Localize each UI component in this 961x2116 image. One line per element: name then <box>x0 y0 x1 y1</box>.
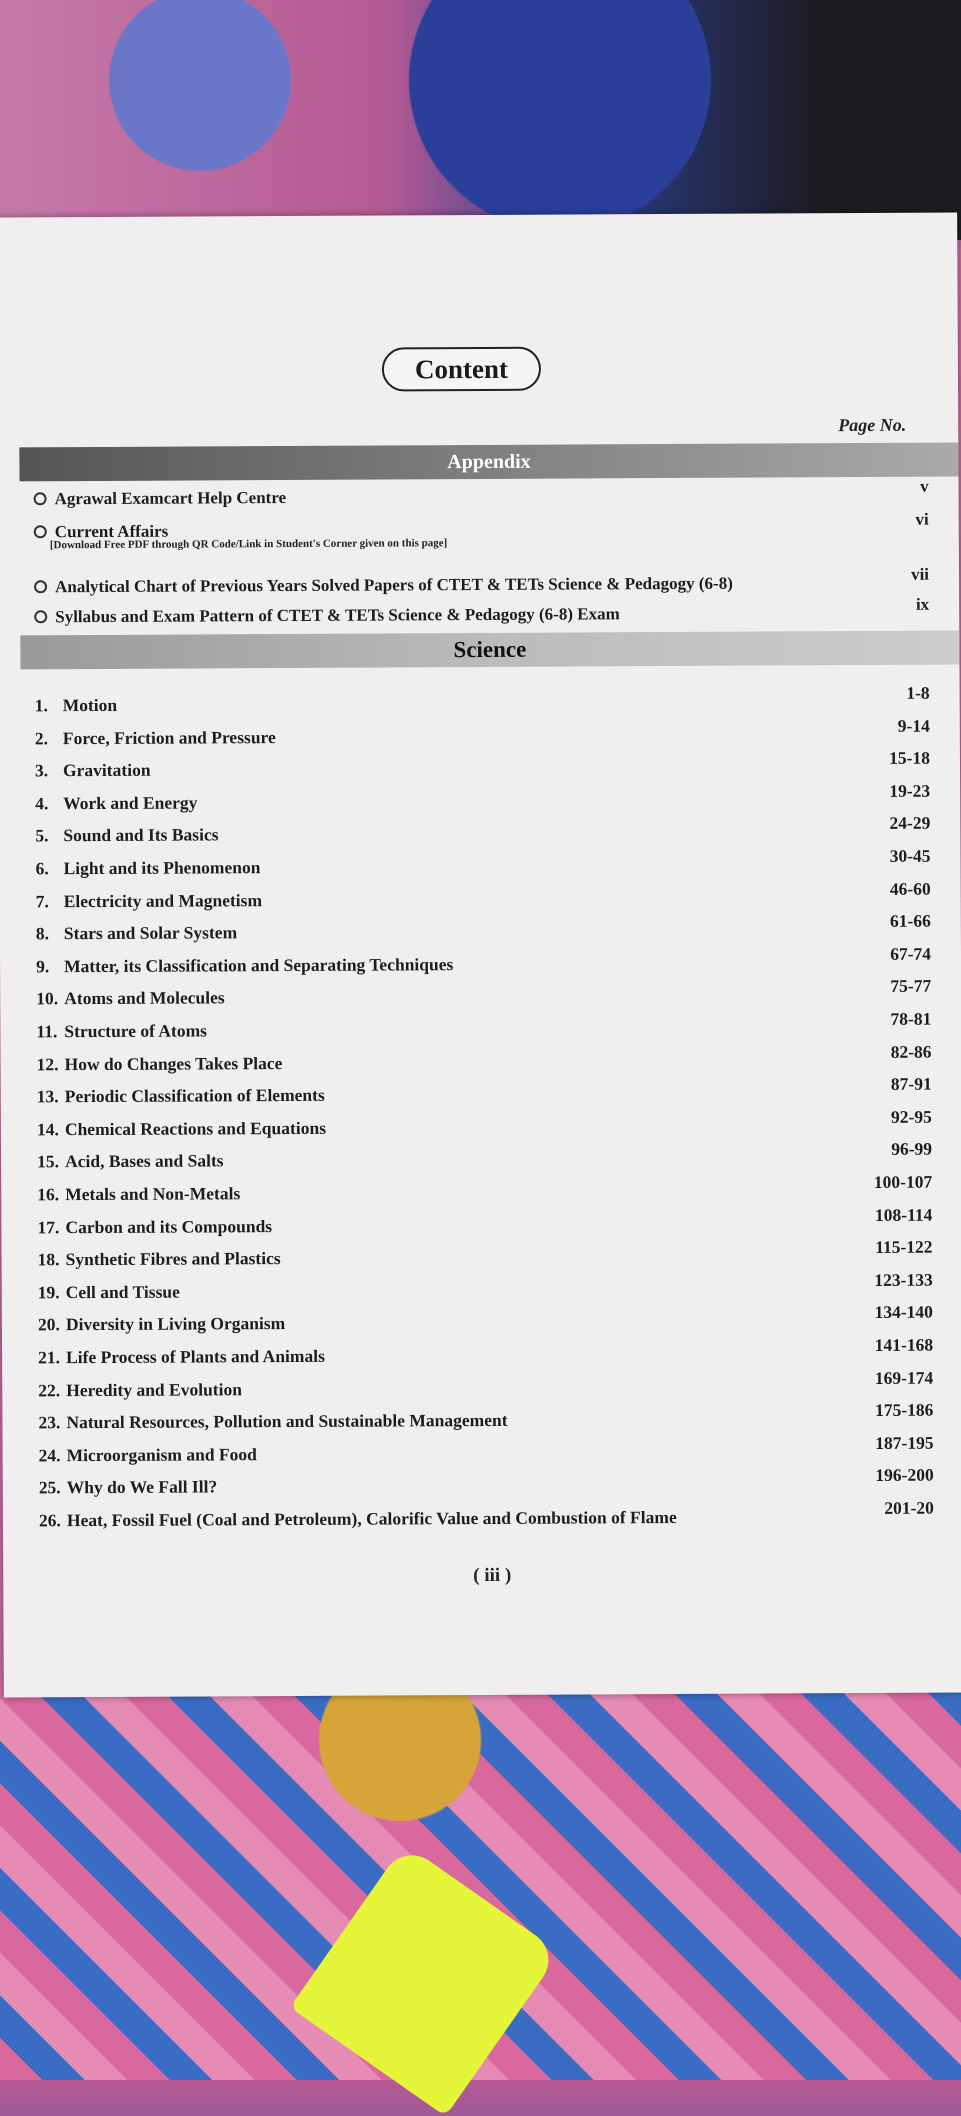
chapter-number: 21. <box>38 1347 61 1368</box>
item-page: vi <box>915 509 929 529</box>
chapter-title: Gravitation <box>62 759 151 781</box>
bullet-icon <box>34 492 47 505</box>
chapter-title: Matter, its Classification and Separating Techniques <box>63 953 454 976</box>
chapter-item <box>35 910 931 945</box>
bullet-icon <box>34 525 47 538</box>
chapter-item <box>38 1432 934 1466</box>
item-label: Analytical Chart of Previous Years Solved Papers of CTET & TETs Science & Pedagogy (6-8) <box>55 573 733 597</box>
chapter-number: 10. <box>36 988 59 1009</box>
chapter-pages: 30-45 <box>889 845 931 866</box>
item-page: v <box>920 476 929 496</box>
item-label: Syllabus and Exam Pattern of CTET & TETs Science & Pedagogy (6-8) Exam <box>55 604 620 627</box>
chapter-number: 24. <box>38 1445 61 1466</box>
chapter-pages: 196-200 <box>875 1465 934 1486</box>
chapter-title: Acid, Bases and Salts <box>65 1150 224 1172</box>
chapter-pages: 123-133 <box>874 1269 933 1290</box>
chapter-item <box>34 682 930 717</box>
chapter-title: Metals and Non-Metals <box>65 1183 241 1205</box>
page-title: Content <box>382 347 541 392</box>
chapter-pages: 82-86 <box>890 1041 932 1062</box>
chapter-pages: 15-18 <box>889 747 931 769</box>
appendix-item <box>34 594 930 628</box>
chapter-item <box>35 780 931 814</box>
chapter-number: 6. <box>35 858 49 879</box>
chapter-number: 20. <box>37 1314 60 1335</box>
chapter-title: Heat, Fossil Fuel (Coal and Petroleum), Calorific Value and Combustion of Flame <box>66 1506 677 1531</box>
chapter-title: Electricity and Magnetism <box>63 889 263 911</box>
chapter-number: 11. <box>36 1021 58 1042</box>
chapter-title: Work and Energy <box>63 792 198 813</box>
chapter-number: 3. <box>34 760 49 781</box>
chapter-number: 18. <box>37 1249 60 1270</box>
chapter-pages: 61-66 <box>889 910 931 932</box>
chapter-item <box>37 1236 933 1271</box>
chapter-number: 17. <box>37 1216 60 1237</box>
chapter-number: 25. <box>38 1477 61 1498</box>
appendix-item <box>34 564 930 598</box>
chapter-title: Periodic Classification of Elements <box>64 1085 325 1107</box>
science-heading: Science <box>20 630 959 669</box>
chapter-number: 26. <box>38 1510 61 1531</box>
item-page: vii <box>911 564 930 584</box>
chapter-title: Diversity in Living Organism <box>65 1313 286 1335</box>
chapter-pages: 187-195 <box>875 1432 934 1453</box>
appendix-heading: Appendix <box>19 442 958 481</box>
chapter-title: How do Changes Takes Place <box>64 1052 283 1074</box>
chapter-pages: 141-168 <box>874 1334 934 1355</box>
chapter-item <box>35 813 931 847</box>
chapter-pages: 92-95 <box>890 1106 932 1127</box>
appendix-item <box>34 509 929 543</box>
chapter-number: 4. <box>35 793 49 814</box>
chapter-item <box>37 1302 933 1336</box>
chapter-item <box>38 1399 934 1434</box>
chapter-number: 14. <box>36 1119 59 1140</box>
chapter-title: Atoms and Molecules <box>64 987 225 1009</box>
bullet-icon <box>34 610 47 623</box>
chapter-title: Structure of Atoms <box>64 1020 208 1042</box>
chapter-number: 16. <box>37 1184 60 1205</box>
chapter-title: Light and its Phenomenon <box>63 857 261 879</box>
chapter-item <box>35 878 931 912</box>
chapter-item <box>36 1008 932 1043</box>
chapter-pages: 96-99 <box>891 1139 933 1160</box>
chapter-pages: 134-140 <box>874 1302 933 1323</box>
chapter-item <box>34 747 931 782</box>
chapter-pages: 115-122 <box>875 1236 933 1258</box>
chapter-number: 7. <box>35 890 49 911</box>
appendix-item <box>34 476 929 510</box>
chapter-pages: 169-174 <box>874 1367 934 1388</box>
chapter-title: Stars and Solar System <box>63 922 238 944</box>
chapter-item <box>36 1073 932 1108</box>
chapter-number: 19. <box>37 1282 60 1303</box>
page-no-header: Page No. <box>838 414 907 436</box>
item-page: ix <box>915 594 930 614</box>
chapter-item <box>38 1497 934 1532</box>
page-number: ( iii ) <box>473 1564 512 1587</box>
chapter-title: Why do We Fall Ill? <box>66 1476 218 1498</box>
chapter-item <box>35 943 932 977</box>
chapter-title: Sound and Its Basics <box>63 824 219 846</box>
chapter-item <box>36 1041 932 1075</box>
chapter-number: 2. <box>34 727 49 748</box>
chapter-pages: 100-107 <box>873 1171 933 1192</box>
chapter-pages: 175-186 <box>875 1399 934 1421</box>
chapter-title: Heredity and Evolution <box>66 1378 243 1400</box>
chapter-title: Chemical Reactions and Equations <box>64 1117 327 1139</box>
chapter-item <box>36 1106 932 1140</box>
chapter-item <box>36 976 932 1010</box>
download-note: [Download Free PDF through QR Code/Link in Student's Corner given on this page] <box>49 537 448 552</box>
chapter-pages: 19-23 <box>889 780 931 801</box>
chapter-number: 15. <box>37 1151 60 1172</box>
chapter-item <box>34 715 930 749</box>
bullet-icon <box>34 580 47 593</box>
chapter-title: Force, Friction and Pressure <box>62 726 276 748</box>
chapter-title: Natural Resources, Pollution and Sustainable Management <box>66 1410 508 1433</box>
chapter-pages: 201-20 <box>884 1497 934 1518</box>
chapter-pages: 9-14 <box>897 715 930 736</box>
chapter-title: Carbon and its Compounds <box>65 1215 273 1237</box>
chapter-number: 13. <box>36 1086 59 1107</box>
chapter-title: Synthetic Fibres and Plastics <box>65 1248 281 1270</box>
chapter-number: 8. <box>35 923 50 944</box>
chapter-title: Cell and Tissue <box>65 1281 180 1302</box>
chapter-number: 1. <box>34 695 48 716</box>
chapter-number: 5. <box>35 825 49 846</box>
chapter-pages: 67-74 <box>890 943 932 964</box>
item-label: Agrawal Examcart Help Centre <box>54 488 287 509</box>
chapter-item <box>38 1367 934 1401</box>
chapter-title: Microorganism and Food <box>66 1443 257 1465</box>
chapter-number: 12. <box>36 1053 59 1074</box>
fabric-background-top <box>0 0 961 240</box>
chapter-pages: 75-77 <box>890 976 932 997</box>
chapter-pages: 78-81 <box>890 1008 932 1029</box>
chapter-pages: 24-29 <box>889 813 931 834</box>
chapter-number: 23. <box>38 1412 61 1433</box>
chapter-number: 22. <box>38 1379 61 1400</box>
chapter-item <box>37 1269 933 1303</box>
chapter-item <box>38 1334 934 1369</box>
chapter-pages: 1-8 <box>906 682 930 703</box>
contents-page <box>0 212 961 1697</box>
chapter-title: Life Process of Plants and Animals <box>66 1345 325 1368</box>
chapter-title: Motion <box>62 694 118 716</box>
chapter-item <box>37 1139 933 1173</box>
chapter-item <box>37 1171 933 1206</box>
item-label: Current Affairs <box>54 521 169 542</box>
chapter-item <box>37 1204 933 1238</box>
chapter-item <box>35 845 931 880</box>
chapter-item <box>38 1465 934 1499</box>
chapter-pages: 87-91 <box>890 1073 932 1095</box>
chapter-pages: 46-60 <box>889 878 931 899</box>
chapter-pages: 108-114 <box>874 1204 933 1225</box>
chapter-number: 9. <box>35 956 50 977</box>
